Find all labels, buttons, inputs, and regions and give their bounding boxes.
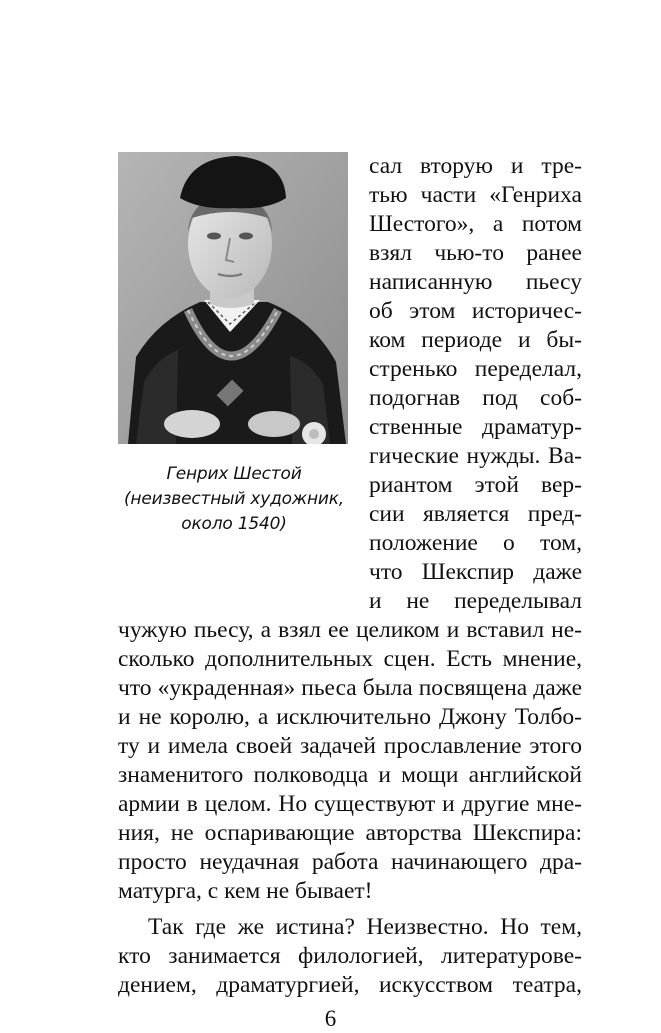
body-text-line: риантом этой вер-: [369, 472, 582, 498]
body-text-line: чужую пьесу, а взял ее целиком и вставил не-: [118, 617, 582, 643]
body-text-line: и не переделывал: [369, 588, 582, 614]
portrait-drawing: [118, 152, 348, 444]
body-text-line: что «украденная» пьеса была посвящена даже: [118, 675, 582, 701]
page-number: 6: [324, 1006, 337, 1031]
caption-line: (неизвестный художник,: [123, 489, 345, 509]
body-text-line: написанную пьесу: [369, 269, 582, 295]
body-text-line: сколько дополнительных сцен. Есть мнение,: [118, 646, 582, 672]
figure-caption: [108, 462, 360, 537]
body-text-line: армии в целом. Но существуют и другие мне-: [118, 791, 582, 817]
body-text-line: стренько переделал,: [369, 356, 582, 382]
body-text-line: Шестого», а потом: [369, 211, 582, 237]
body-text-line: гические нужды. Ва-: [369, 443, 582, 469]
body-text-line: ственные драматур-: [369, 414, 582, 440]
body-text-line: ту и имела своей задачей прославление этого: [118, 733, 582, 759]
body-text-line: об этом историчес-: [369, 298, 582, 324]
body-text-line: знаменитого полководца и мощи английской: [118, 762, 582, 788]
portrait-illustration: [118, 152, 348, 444]
body-text-line: кто занимается филологией, литературове-: [118, 943, 582, 969]
caption-line: около 1540): [181, 514, 287, 534]
body-text-line: сал вторую и тре-: [369, 153, 582, 179]
body-text-line: просто неудачная работа начинающего дра-: [118, 849, 582, 875]
body-text-line: взял чью-то ранее: [369, 240, 582, 266]
paragraph-first-line: Так где же истина? Неизвестно. Но тем,: [148, 914, 582, 940]
body-text-line: что Шекспир даже: [369, 559, 582, 585]
body-text-line: положение о том,: [369, 530, 582, 556]
body-text-line: ния, не оспаривающие авторства Шекспира:: [118, 820, 582, 846]
body-text-line: сии является пред-: [369, 501, 582, 527]
body-text-line: и не королю, а исключительно Джону Толбо-: [118, 704, 582, 730]
body-text-line: ком периоде и бы-: [369, 327, 582, 353]
body-text-line: тью части «Генриха: [369, 182, 582, 208]
body-text-line: матурга, с кем не бывает!: [118, 878, 373, 904]
body-text-line: подогнав под соб-: [369, 385, 582, 411]
body-text-line: дением, драматургией, искусством театра,: [118, 972, 582, 998]
caption-line: Генрих Шестой: [166, 464, 302, 484]
